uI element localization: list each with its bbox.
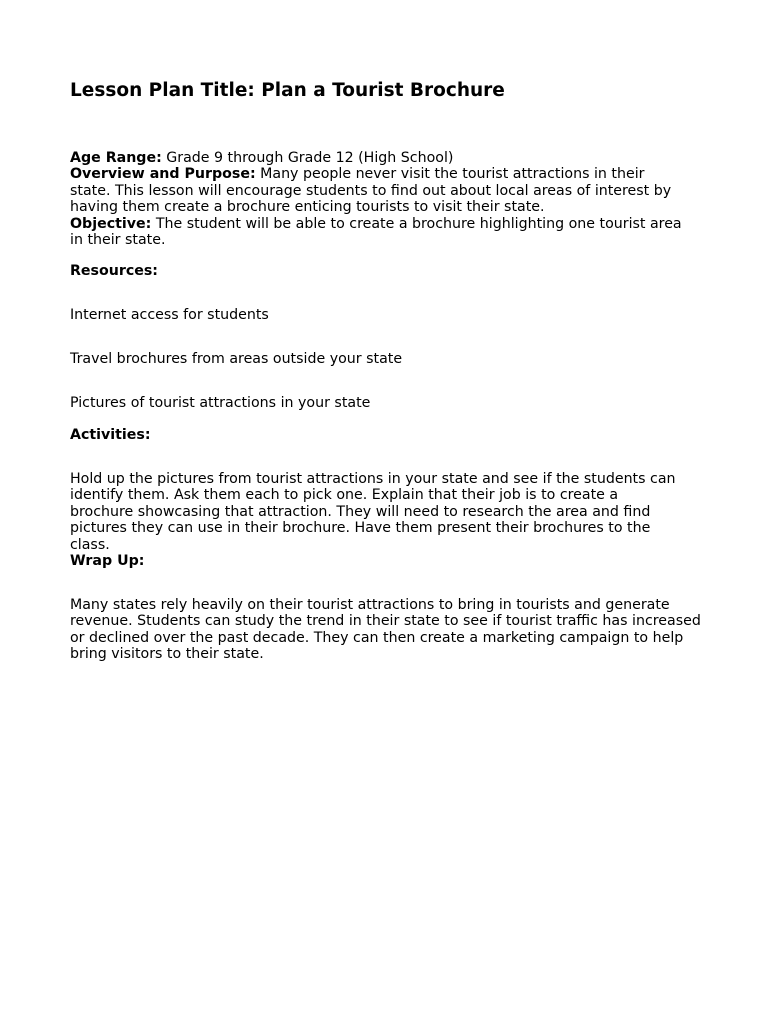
lesson-plan-title: Lesson Plan Title: Plan a Tourist Brochure bbox=[70, 80, 505, 101]
overview-label: Overview and Purpose: bbox=[70, 166, 256, 183]
resource-item: Travel brochures from areas outside your state bbox=[70, 351, 403, 367]
objective-label: Objective: bbox=[70, 215, 152, 232]
resources-heading: Resources: bbox=[70, 263, 158, 279]
overview-paragraph bbox=[70, 166, 685, 215]
age-range-value: Grade 9 through Grade 12 (High School) bbox=[161, 150, 454, 166]
age-range-label: Age Range: bbox=[70, 150, 162, 166]
lesson-info-block bbox=[70, 150, 710, 248]
overview-text: Many people never visit the tourist attractions in their state. This lesson will encourage students to find out about local areas of interest by having them create a brochure enticing tourists to visit their state. bbox=[70, 166, 672, 216]
wrap-up-heading: Wrap Up: bbox=[70, 553, 145, 569]
resource-item: Pictures of tourist attractions in your state bbox=[70, 395, 371, 411]
age-range-line bbox=[70, 150, 710, 166]
wrap-up-paragraph: Many states rely heavily on their tourist attractions to bring in tourists and generate revenue. Students can study the trend in their state to see if tourist traffic has increased or declined over the past decade. They can then create a marketing campaign to help bring visitors to their state. bbox=[70, 597, 701, 663]
activities-paragraph: Hold up the pictures from tourist attractions in your state and see if the students can identify them. Ask them each to pick one. Explain that their job is to create a brochure showcasing that attraction. They will need to research the area and find pictures they can use in their brochure. Have them present their brochures to the class. bbox=[70, 471, 676, 553]
resource-item: Internet access for students bbox=[70, 307, 269, 323]
objective-paragraph bbox=[70, 216, 690, 249]
objective-text: The student will be able to create a brochure highlighting one tourist area in their state. bbox=[70, 215, 682, 249]
activities-heading: Activities: bbox=[70, 427, 151, 443]
